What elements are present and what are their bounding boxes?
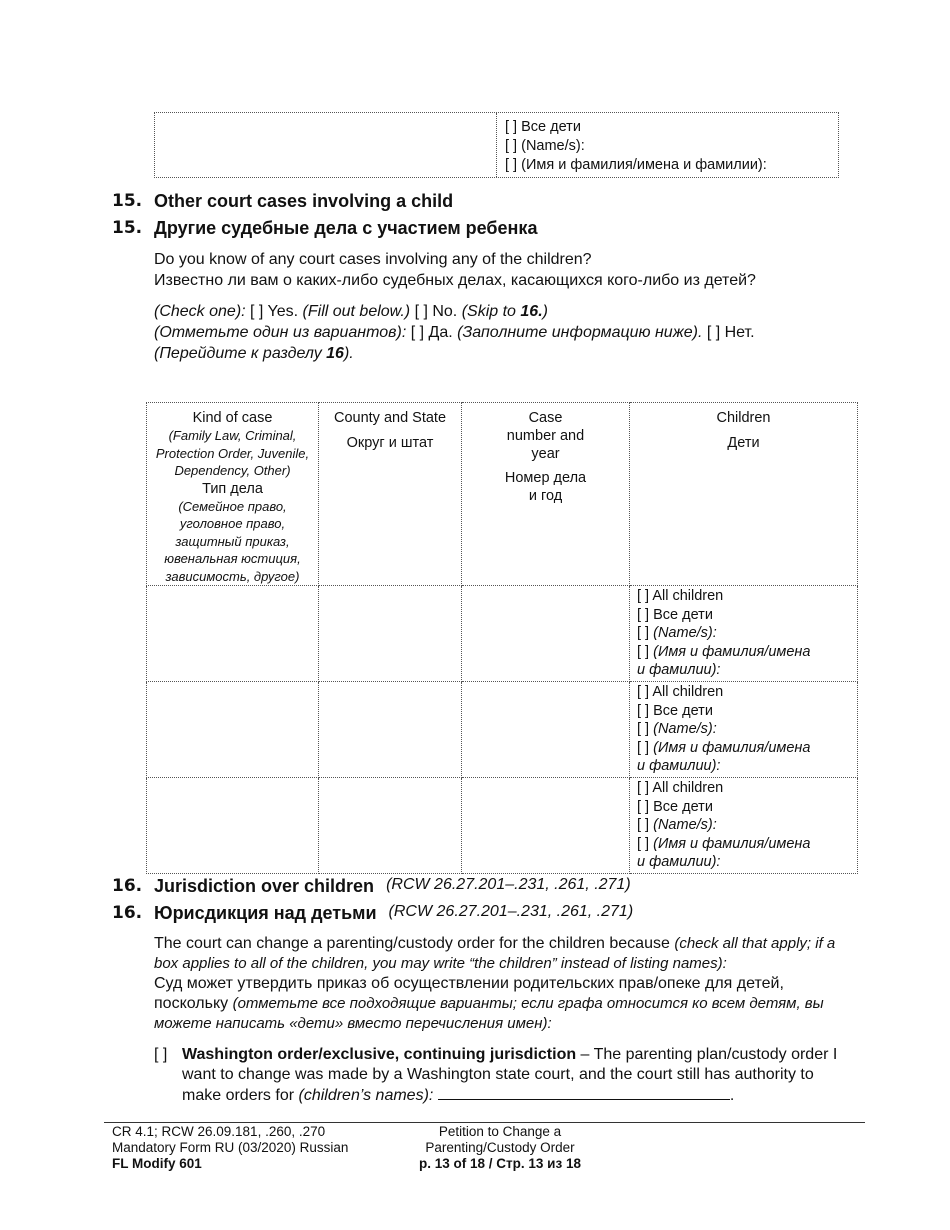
question-en: Do you know of any court cases involving any of the children? [154,251,592,268]
children-cell [630,586,858,682]
case-number-cell[interactable] [462,778,630,874]
all-children-ru-checkbox[interactable]: [ ] Все дети [637,798,713,815]
checkbox-all-children-ru[interactable]: [ ] Все дети [505,119,581,135]
header-case-number: Case number and year Номер дела и год [462,403,630,586]
section-15-question [154,249,756,291]
county-state-cell[interactable] [319,778,462,874]
names-checkbox[interactable]: [ ] (Name/s): [637,721,717,737]
section-number: 15. [112,218,143,238]
footer-rule [104,1122,865,1123]
court-cases-table [146,402,858,874]
county-state-cell[interactable] [319,682,462,778]
yes-checkbox-ru[interactable]: [ ] Да. [406,324,458,341]
case-number-cell[interactable] [462,586,630,682]
yes-checkbox[interactable]: [ ] Yes. [245,303,303,320]
table-row [147,682,858,778]
names-checkbox[interactable]: [ ] (Name/s): [637,625,717,641]
section-15-heading-en [112,191,453,212]
section-15-heading-ru [112,218,537,239]
table-header-row [147,403,858,586]
footer-left: CR 4.1; RCW 26.09.181, .260, .270 Mandatory Form RU (03/2020) Russian FL Modify 601 [112,1124,349,1171]
all-children-checkbox[interactable]: [ ] All children [637,588,724,604]
header-county-state: County and State Округ и штат [319,403,462,586]
all-children-ru-checkbox[interactable]: [ ] Все дети [637,702,713,719]
section-16-intro: The court can change a parenting/custody order for the children because (check all that apply; if a box applies to all of the children, you may write “the children” instead of listing names): Суд может утвердить приказ об осуществлении родительских прав/опеке для детей, поскольку (отметьте все подходящие варианты; если графа относится ко всем детям, вы можете написать «дети» вместо перечисления имен): [154,935,836,1032]
rcw-reference: (RCW 26.27.201–.231, .261, .271) [388,903,634,920]
check-one-en: (Check one): [ ] Yes. (Fill out below.) [ ] No. (Skip to 16.) [154,303,548,320]
kind-of-case-cell[interactable] [147,586,319,682]
names-ru-checkbox[interactable]: [ ] (Имя и фамилия/имена и фамилии): [637,835,811,870]
rcw-reference: (RCW 26.27.201–.231, .261, .271) [386,876,631,893]
kind-of-case-cell[interactable] [147,682,319,778]
all-children-checkbox[interactable]: [ ] All children [637,780,724,796]
checkbox-names-ru[interactable]: [ ] (Имя и фамилия/имена и фамилии): [505,157,767,173]
section-15-check-one [154,301,834,364]
footer-center: Petition to Change a Parenting/Custody Order p. 13 of 18 / Стр. 13 из 18 [419,1124,581,1171]
names-ru-checkbox[interactable]: [ ] (Имя и фамилия/имена и фамилии): [637,739,811,774]
section-number: 16. [112,903,143,923]
table-divider [496,113,497,177]
children-cell [630,778,858,874]
children-cell [505,118,767,175]
question-ru: Известно ли вам о каких-либо судебных делах, касающихся кого-либо из детей? [154,272,756,289]
section-number: 15. [112,191,143,211]
checkbox-names[interactable]: [ ] (Name/s): [505,138,585,154]
no-checkbox-ru[interactable]: [ ] Нет. [702,324,755,341]
top-table [154,112,839,178]
section-title: Другие судебные дела с участием ребенка [154,218,538,238]
case-number-cell[interactable] [462,682,630,778]
kind-of-case-cell[interactable] [147,778,319,874]
section-title: Other court cases involving a child [154,191,454,211]
washington-order-text: Washington order/exclusive, continuing jurisdiction – The parenting plan/custody order I want to change was made by a Washington state court, and the court still has authority to make orders for (children’s names): . [182,1046,838,1104]
table-row [147,586,858,682]
names-ru-checkbox[interactable]: [ ] (Имя и фамилия/имена и фамилии): [637,643,811,678]
header-children: Children Дети [630,403,858,586]
children-cell [630,682,858,778]
header-kind-of-case: Kind of case (Family Law, Criminal, Protection Order, Juvenile, Dependency, Other) Тип дела (Семейное право, уголовное право, защитный приказ, ювенальная юстиция, зависимость, другое) [147,403,319,586]
children-names-input[interactable] [438,1085,730,1100]
all-children-checkbox[interactable]: [ ] All children [637,684,724,700]
check-one-ru-2: (Перейдите к разделу 16). [154,345,354,362]
section-16-heading-ru [112,903,633,924]
names-checkbox[interactable]: [ ] (Name/s): [637,817,717,833]
no-checkbox[interactable]: [ ] No. [410,303,462,320]
section-16-heading-en [112,876,631,897]
washington-order-checkbox[interactable]: [ ] [154,1046,168,1063]
section-number: 16. [112,876,143,896]
section-title: Юрисдикция над детьми [154,903,377,923]
section-title: Jurisdiction over children [154,876,375,896]
check-one-ru: (Отметьте один из вариантов): [ ] Да. (Заполните информацию ниже). [ ] Нет. [154,324,755,341]
county-state-cell[interactable] [319,586,462,682]
all-children-ru-checkbox[interactable]: [ ] Все дети [637,606,713,623]
table-row [147,778,858,874]
